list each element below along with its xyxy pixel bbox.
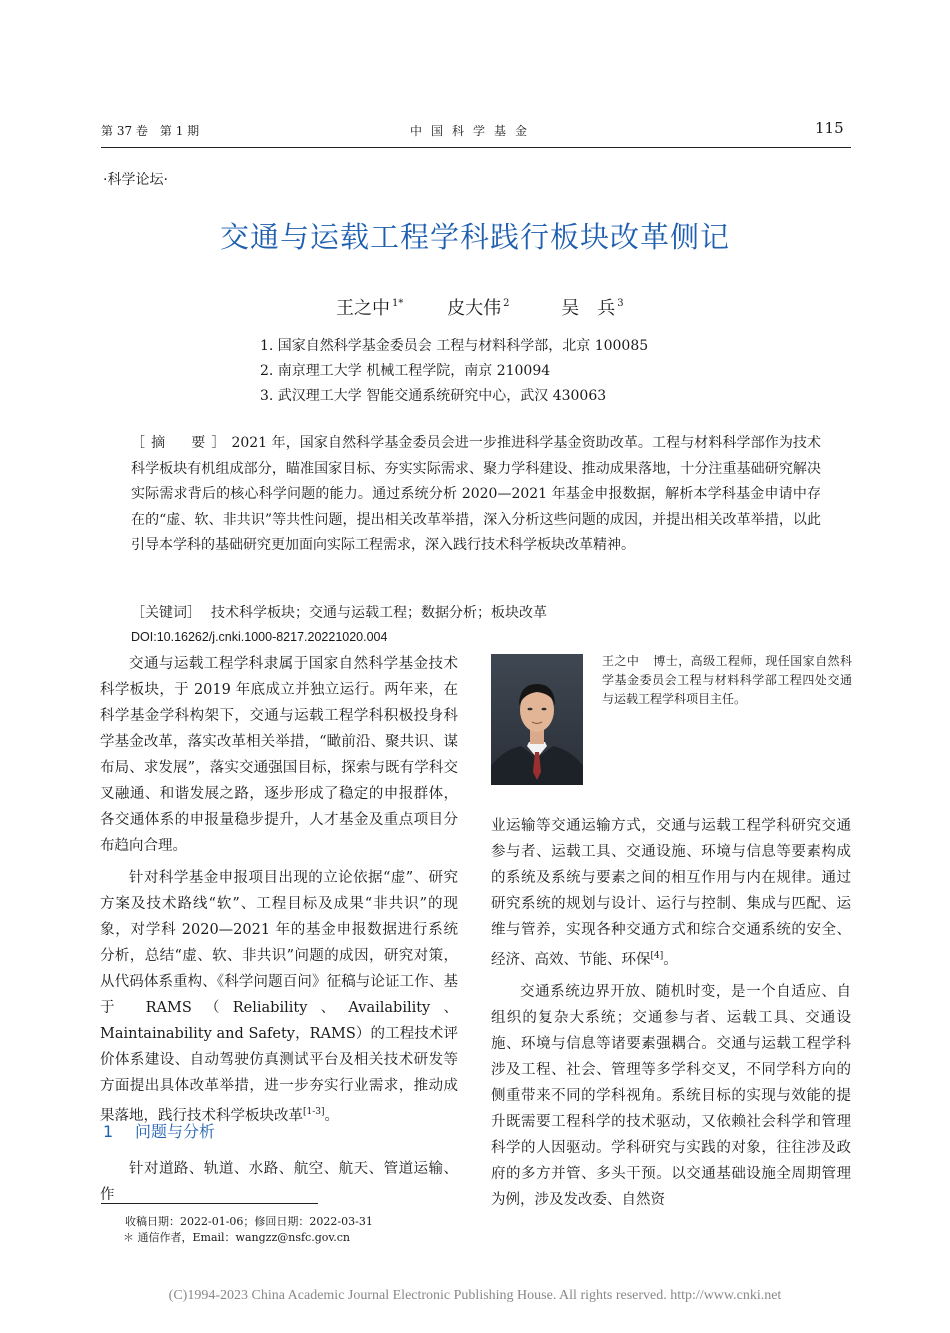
- footnote-corresponding: ＊ 通信作者，Email：wangzz@nsfc.gov.cn: [123, 1231, 351, 1244]
- bio-name: 王之中: [602, 654, 640, 668]
- footnote-divider: [101, 1203, 318, 1204]
- section-heading: [103, 1119, 215, 1142]
- copyright-watermark: (C)1994-2023 China Academic Journal Electronic Publishing House. All rights reserved. http://www.cnki.net: [168, 1288, 782, 1303]
- author-photo: [491, 654, 583, 785]
- abstract-label: ［摘 要］: [131, 435, 232, 451]
- body-right-column: [491, 813, 851, 1213]
- article-title: 交通与运载工程学科践行板块改革侧记: [219, 220, 730, 254]
- paragraph-text: 针对科学基金申报项目出现的立论依据“虚”、研究方案及技术路线“软”、工程目标及成果“非共识”的现象，对学科 2020—2021 年的基金申报数据进行系统分析，总结“虚、软、非共识”问题的成因，研究对策，从代码体系重构、《科学问题百问》征稿与论证工作、基于 RAMS（Reliability、Availability、Maintainability and Safety，RAMS）的工程技术评价体系建设、自动驾驶仿真测试平台及相关技术研发等方面提出具体改革举措，进一步夯实行业需求，推动成果落地，践行技术科学板块改革: [100, 870, 458, 1124]
- paragraph: 针对道路、轨道、水路、航空、航天、管道运输、作: [100, 1161, 458, 1203]
- affiliation-2: 2. 南京理工大学 机械工程学院，南京 210094: [260, 363, 551, 379]
- author-bio: [602, 652, 852, 709]
- paragraph: [491, 813, 851, 973]
- author-1: [336, 294, 403, 320]
- section-title: 问题与分析: [135, 1122, 216, 1141]
- body-left-column: [100, 651, 458, 1129]
- bio-text: 博士，高级工程师，现任国家自然科学基金委员会工程与材料科学部工程四处交通与运载工程学科项目主任。: [602, 654, 852, 706]
- paragraph-end: 。: [663, 952, 678, 968]
- paragraph-text: 业运输等交通运输方式，交通与运载工程学科研究交通参与者、运载工具、交通设施、环境与信息等要素构成的系统及系统与要素之间的相互作用与内在规律。通过研究系统的规划与设计、运行与控制、集成与匹配、运维与管养，实现各种交通方式和综合交通系统的安全、经济、高效、节能、环保: [491, 818, 851, 968]
- section-number: 1: [103, 1122, 114, 1141]
- paragraph-end: 。: [324, 1108, 340, 1124]
- body-left-continued: [100, 1156, 458, 1208]
- journal-name: 中国科学基金: [410, 124, 537, 138]
- abstract: [131, 431, 821, 559]
- keywords: [131, 602, 547, 622]
- citation: [1-3]: [303, 1107, 325, 1117]
- author-2-name: 皮大伟: [447, 298, 502, 319]
- header-divider: [101, 147, 851, 148]
- portrait-image: [491, 654, 583, 785]
- section-tag: ·科学论坛·: [103, 172, 168, 188]
- footnote-dates: 收稿日期：2022-01-06；修回日期：2022-03-31: [125, 1215, 373, 1228]
- affiliation-3: 3. 武汉理工大学 智能交通系统研究中心，武汉 430063: [260, 388, 607, 404]
- author-3-affil-mark: 3: [617, 298, 624, 309]
- author-1-affil-mark: 1*: [392, 298, 404, 309]
- author-2-affil-mark: 2: [503, 298, 510, 309]
- keywords-text: 技术科学板块；交通与运载工程；数据分析；板块改革: [211, 605, 547, 621]
- author-3-name: 吴 兵: [561, 298, 616, 319]
- page-number: 115: [815, 119, 844, 137]
- citation: [4]: [650, 951, 664, 961]
- abstract-text: 2021 年，国家自然科学基金委员会进一步推进科学基金资助改革。工程与材料科学部作为技术科学板块有机组成部分，瞄准国家目标、夯实实际需求、聚力学科建设、推动成果落地，十分注重基础研究解决实际需求背后的核心科学问题的能力。通过系统分析 2020—2021 年基金申报数据，解析本学科基金申请中存在的“虚、软、非共识”等共性问题，提出相关改革举措，深入分析这些问题的成因，并提出相关改革举措，以此引导本学科的基础研究更加面向实际工程需求，深入践行技术科学板块改革精神。: [131, 435, 822, 553]
- paragraph: 交通系统边界开放、随机时变，是一个自适应、自组织的复杂大系统；交通参与者、运载工具、交通设施、环境与信息等诸要素强耦合。交通与运载工程学科涉及工程、社会、管理等多学科交叉，不同学科方向的侧重带来不同的学科视角。系统目标的实现与效能的提升既需要工程科学的技术驱动，又依赖社会科学和管理科学的人因驱动。学科研究与实践的对象，往往涉及政府的多方并管、多头干预。以交通基础设施全周期管理为例，涉及发改委、自然资: [491, 984, 851, 1208]
- doi: DOI:10.16262/j.cnki.1000-8217.20221020.004: [131, 630, 388, 644]
- paragraph: [100, 865, 458, 1129]
- paragraph: 交通与运载工程学科隶属于国家自然科学基金技术科学板块，于 2019 年底成立并独立运行。两年来，在科学基金学科构架下，交通与运载工程学科积极投身科学基金改革，落实改革相关举措，“瞰前沿、聚共识、谋布局、求发展”，落实交通强国目标，探索与既有学科交叉融通、和谐发展之路，逐步形成了稳定的申报群体，各交通体系的申报量稳步提升，人才基金及重点项目分布趋向合理。: [100, 656, 458, 854]
- affiliation-1: 1. 国家自然科学基金委员会 工程与材料科学部，北京 100085: [260, 338, 649, 354]
- author-list: [336, 294, 624, 320]
- author-2: [447, 294, 509, 320]
- author-3: [561, 294, 623, 320]
- keywords-label: ［关键词］: [131, 605, 201, 621]
- volume-issue: 第 37 卷 第 1 期: [101, 124, 200, 138]
- author-1-name: 王之中: [336, 298, 390, 319]
